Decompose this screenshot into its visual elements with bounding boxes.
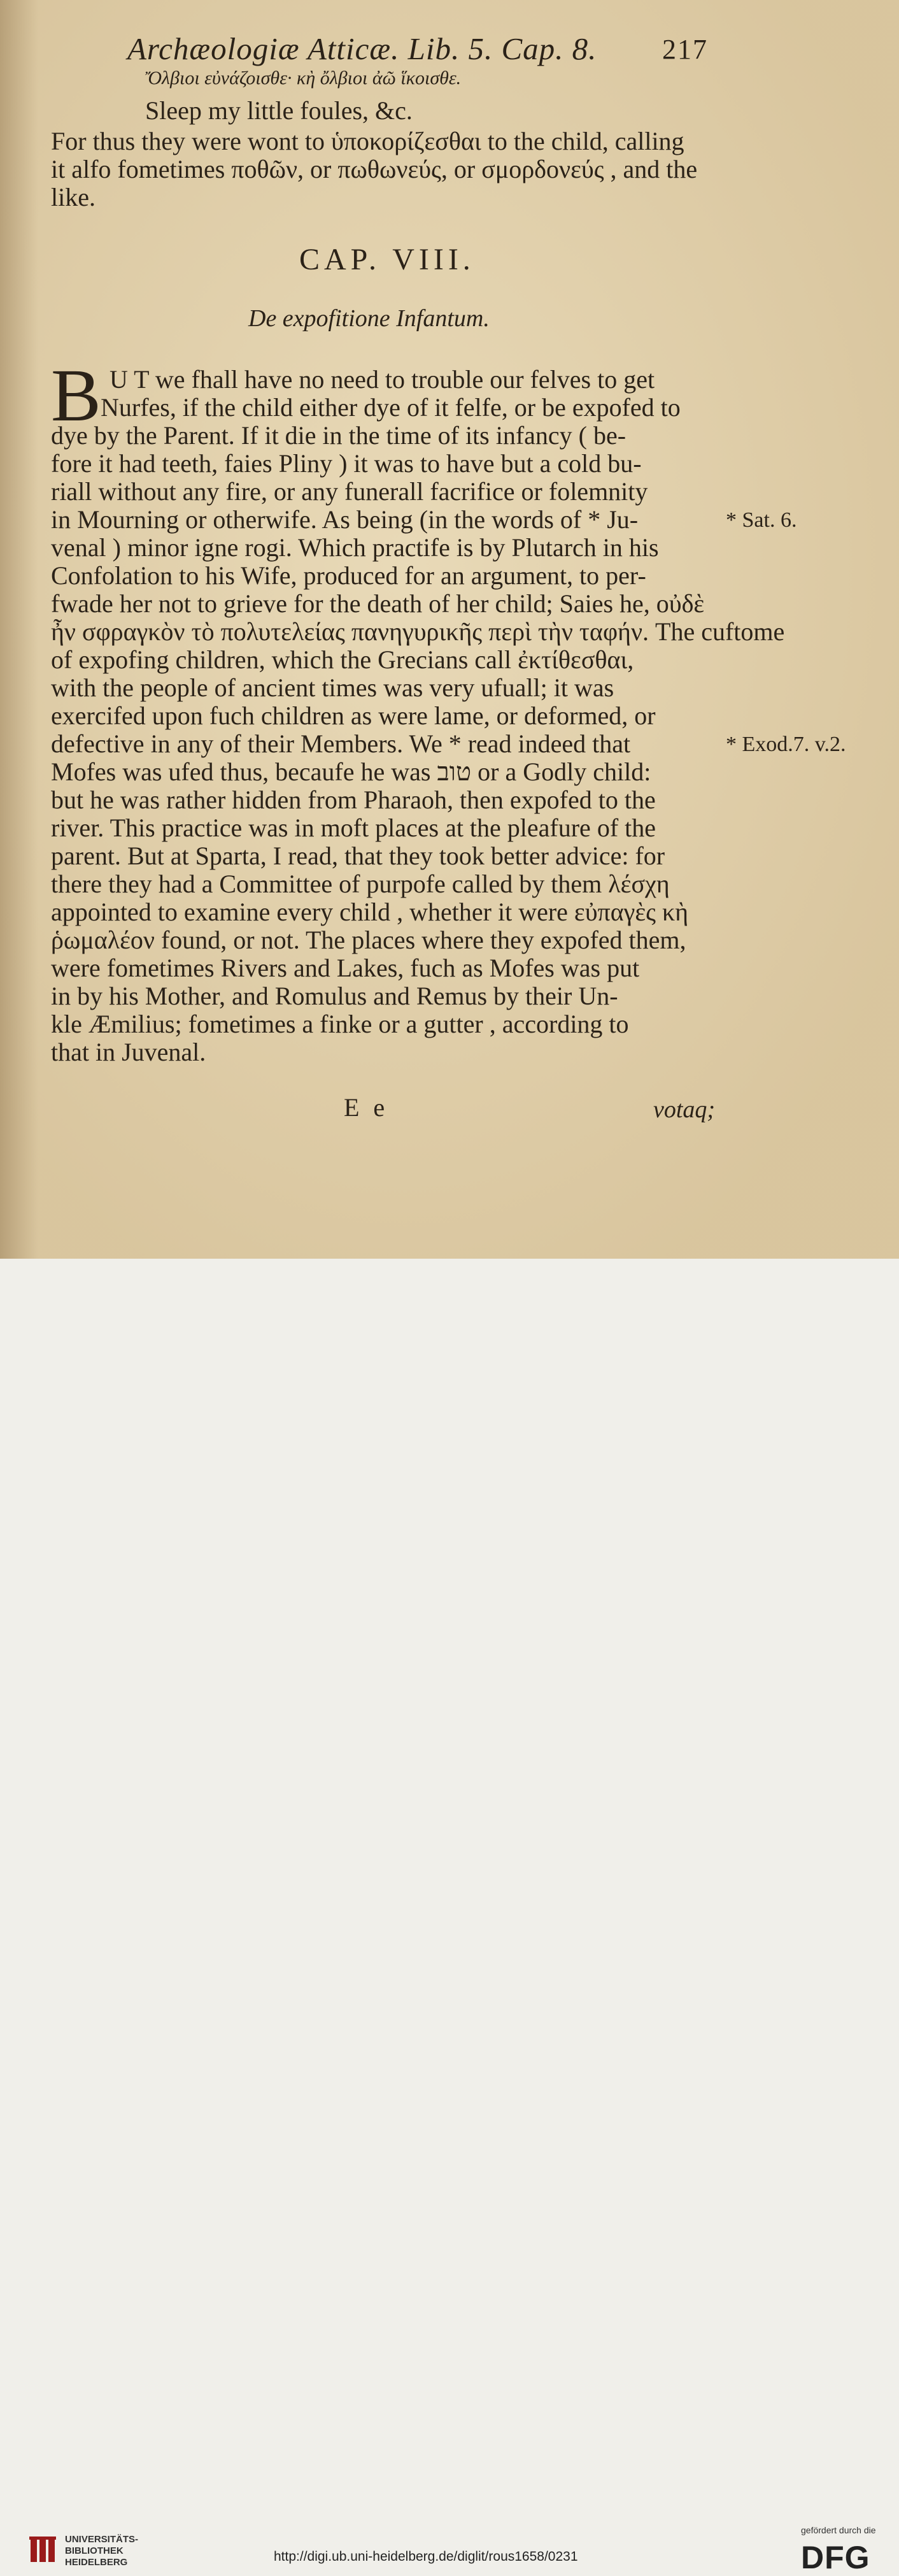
signature-mark: E e (344, 1093, 389, 1122)
intro-line: it alfo fometimes ποθῶν, or πωθωνεύς, or σμορδονεύς , and the (51, 155, 698, 183)
body-line: in Mourning or otherwife. As being (in the words of * Ju- (51, 505, 639, 534)
body-line: fore it had teeth, faies Pliny ) it was to have but a cold bu- (51, 449, 642, 478)
funding-label: gefördert durch die (801, 2525, 876, 2535)
body-line: that in Juvenal. (51, 1038, 206, 1066)
library-name: UNIVERSITÄTS- BIBLIOTHEK HEIDELBERG (65, 2534, 139, 2568)
body-line: dye by the Parent. If it die in the time of its infancy ( be- (51, 421, 626, 450)
margin-note-exod: * Exod.7. v.2. (726, 733, 846, 756)
body-line: fwade her not to grieve for the death of her child; Saies he, οὐδὲ (51, 589, 705, 618)
viewer-footer (0, 1259, 899, 2575)
body-line: riall without any fire, or any funerall facrifice or folemnity (51, 477, 648, 506)
body-line: were fometimes Rivers and Lakes, fuch as Mofes was put (51, 954, 640, 982)
body-line: of expofing children, which the Grecians call ἐκτίθεσθαι, (51, 645, 634, 674)
body-line: ἦν σφραγκὸν τὸ πολυτελείας πανηγυρικῆς περὶ τὴν ταφήν. The cuftome (51, 617, 785, 646)
body-line: there they had a Committee of purpofe called by them λέσχη (51, 869, 670, 898)
margin-note-sat: * Sat. 6. (726, 508, 797, 532)
catchword: votaq; (653, 1096, 716, 1123)
sleep-line: Sleep my little foules, &c. (145, 96, 413, 125)
body-line: appointed to examine every child , whether it were εὐπαγὲς κὴ (51, 898, 689, 926)
body-line: Confolation to his Wife, produced for an argument, to per- (51, 561, 646, 590)
body-line: river. This practice was in moft places at the pleafure of the (51, 813, 656, 842)
body-line: U T we fhall have no need to trouble our felves to get (110, 365, 655, 394)
body-line: kle Æmilius; fometimes a finke or a gutter , according to (51, 1010, 629, 1038)
chapter-title: CAP. VIII. (299, 243, 475, 276)
scanned-page (0, 0, 899, 1259)
body-line: exercifed upon fuch children as were lame, or deformed, or (51, 701, 656, 730)
body-line: with the people of ancient times was very ufuall; it was (51, 673, 614, 702)
body-line: parent. But at Sparta, I read, that they took better advice: for (51, 841, 665, 870)
drop-cap: B (51, 354, 101, 437)
body-line: venal ) minor igne rogi. Which practife is by Plutarch in his (51, 533, 659, 562)
intro-line: like. (51, 183, 96, 211)
body-line: Nurfes, if the child either dye of it felfe, or be expofed to (101, 393, 681, 422)
body-line: ῥωμαλέον found, or not. The places where they expofed them, (51, 926, 686, 954)
intro-line: For thus they were wont to ὑποκορίζεσθαι to the child, calling (51, 127, 684, 155)
chapter-subtitle: De expofitione Infantum. (248, 305, 490, 332)
body-line: but he was rather hidden from Pharaoh, then expofed to the (51, 785, 656, 814)
body-line: in by his Mother, and Romulus and Remus by their Un- (51, 982, 618, 1010)
body-line: defective in any of their Members. We * read indeed that (51, 729, 631, 758)
page-number: 217 (662, 34, 708, 65)
library-logo-icon (28, 2535, 57, 2565)
dfg-logo: DFG (801, 2540, 870, 2575)
body-line: Mofes was ufed thus, becaufe he was טוב or a Godly child: (51, 757, 651, 786)
running-head: Archæologiæ Atticæ. Lib. 5. Cap. 8. (127, 31, 597, 66)
greek-verse: Ὄλβιοι εὐνάζοισθε· κὴ ὄλβιοι ἀῶ ἵκοισθε. (145, 68, 462, 89)
source-url-link[interactable]: http://digi.ub.uni-heidelberg.de/diglit/rous1658/0231 (274, 2549, 578, 2564)
